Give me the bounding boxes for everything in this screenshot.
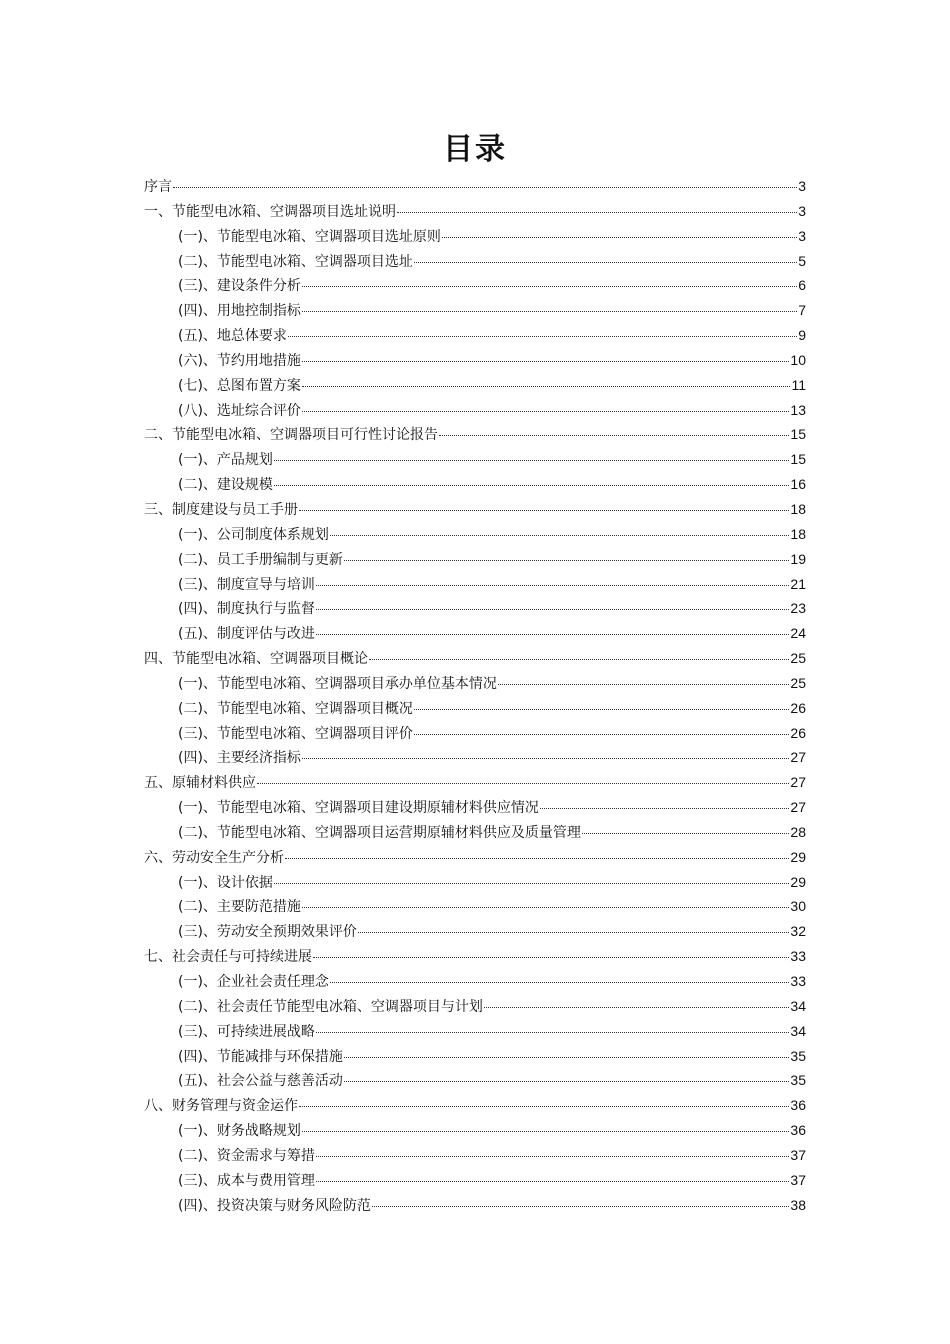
toc-section-entry[interactable] xyxy=(144,1193,806,1218)
toc-dot-leader xyxy=(302,311,797,312)
toc-dot-leader xyxy=(414,262,797,263)
toc-dot-leader xyxy=(344,1057,789,1058)
toc-page-number: 19 xyxy=(790,550,806,567)
toc-entry-text: (四)、节能减排与环保措施 xyxy=(178,1048,343,1065)
toc-entry-text: (二)、员工手册编制与更新 xyxy=(178,551,343,568)
toc-entry-text: (一)、企业社会责任理念 xyxy=(178,974,329,990)
toc-page-number: 25 xyxy=(790,650,806,667)
toc-page-number: 34 xyxy=(790,1022,806,1039)
toc-entry-text: (一)、产品规划 xyxy=(178,452,273,469)
toc-section-entry[interactable] xyxy=(144,1019,806,1044)
toc-dot-leader xyxy=(274,883,789,884)
toc-page-number: 33 xyxy=(790,973,806,989)
toc-dot-leader xyxy=(257,783,789,784)
toc-section-entry[interactable] xyxy=(144,1044,806,1069)
toc-entry-text: (三)、节能型电冰箱、空调器项目评价 xyxy=(178,725,413,742)
toc-section-entry[interactable] xyxy=(144,373,806,398)
toc-entry-text: 五、原辅材料供应 xyxy=(144,775,256,792)
toc-section-entry[interactable] xyxy=(144,621,806,646)
toc-page-number: 30 xyxy=(790,898,806,915)
toc-entry-text: 八、财务管理与资金运作 xyxy=(144,1098,298,1115)
toc-entry-text: (五)、地总体要求 xyxy=(178,328,287,345)
toc-section-entry[interactable] xyxy=(144,323,806,348)
toc-dot-leader xyxy=(316,1181,789,1182)
toc-entry-text: (二)、节能型电冰箱、空调器项目选址 xyxy=(178,253,413,270)
toc-page-number: 28 xyxy=(790,823,806,840)
toc-dot-leader xyxy=(316,1156,789,1157)
toc-section-entry[interactable] xyxy=(144,696,806,721)
toc-entry-text: 二、节能型电冰箱、空调器项目可行性讨论报告 xyxy=(144,427,438,444)
toc-entry-text: 六、劳动安全生产分析 xyxy=(144,849,284,866)
toc-dot-leader xyxy=(299,1106,789,1107)
toc-entry-text: (四)、制度执行与监督 xyxy=(178,601,315,618)
toc-dot-leader xyxy=(302,361,789,362)
toc-dot-leader xyxy=(372,1206,789,1207)
toc-page-number: 7 xyxy=(798,302,806,319)
toc-section-entry[interactable] xyxy=(144,596,806,621)
toc-page-number: 5 xyxy=(798,252,806,269)
toc-dot-leader xyxy=(582,833,789,834)
toc-entry-text: (八)、选址综合评价 xyxy=(178,402,301,419)
toc-dot-leader xyxy=(313,957,789,958)
toc-section-entry[interactable] xyxy=(144,820,806,845)
toc-dot-leader xyxy=(274,460,789,461)
toc-dot-leader xyxy=(316,585,789,586)
toc-chapter-entry[interactable] xyxy=(144,944,806,969)
toc-page-number: 36 xyxy=(790,1097,806,1114)
toc-page-number: 37 xyxy=(790,1171,806,1188)
toc-chapter-entry[interactable] xyxy=(144,1093,806,1118)
toc-section-entry[interactable] xyxy=(144,398,806,423)
toc-dot-leader xyxy=(302,758,789,759)
toc-entry-text: (五)、制度评估与改进 xyxy=(178,626,315,643)
toc-page-number: 29 xyxy=(790,873,806,890)
toc-page-number: 3 xyxy=(798,178,806,194)
toc-entry-text: 一、节能型电冰箱、空调器项目选址说明 xyxy=(144,203,396,220)
toc-page-number: 27 xyxy=(790,749,806,766)
toc-entry-text: 序言 xyxy=(144,179,172,195)
toc-page-number: 26 xyxy=(790,699,806,716)
toc-section-entry[interactable] xyxy=(144,870,806,895)
toc-entry-text: (四)、投资决策与财务风险防范 xyxy=(178,1197,371,1214)
toc-section-entry[interactable] xyxy=(144,472,806,497)
toc-page-number: 3 xyxy=(798,202,806,219)
toc-section-entry[interactable] xyxy=(144,224,806,249)
toc-chapter-entry[interactable] xyxy=(144,497,806,522)
toc-page-number: 27 xyxy=(790,774,806,791)
toc-dot-leader xyxy=(540,808,789,809)
toc-dot-leader xyxy=(344,1081,789,1082)
toc-entry-text: (二)、建设规模 xyxy=(178,477,273,494)
toc-page-number: 35 xyxy=(790,1072,806,1089)
toc-dot-leader xyxy=(344,560,789,561)
toc-chapter-entry[interactable] xyxy=(144,199,806,224)
toc-section-entry[interactable] xyxy=(144,572,806,597)
toc-dot-leader xyxy=(330,982,789,983)
toc-page-number: 36 xyxy=(790,1122,806,1139)
toc-entry-text: (四)、用地控制指标 xyxy=(178,303,301,320)
toc-page-number: 32 xyxy=(790,923,806,940)
toc-page-number: 9 xyxy=(798,327,806,344)
toc-page-number: 3 xyxy=(798,227,806,244)
toc-dot-leader xyxy=(302,286,797,287)
toc-entry-text: (七)、总图布置方案 xyxy=(178,377,301,394)
toc-page-number: 15 xyxy=(790,451,806,468)
toc-section-entry[interactable] xyxy=(144,671,806,696)
toc-page-number: 15 xyxy=(790,426,806,443)
toc-dot-leader xyxy=(397,212,797,213)
toc-dot-leader xyxy=(299,510,789,511)
toc-section-entry[interactable] xyxy=(144,994,806,1019)
toc-page-number: 29 xyxy=(790,848,806,865)
toc-page-number: 24 xyxy=(790,625,806,642)
toc-section-entry[interactable] xyxy=(144,1068,806,1093)
toc-entry-text: (一)、节能型电冰箱、空调器项目建设期原辅材料供应情况 xyxy=(178,800,539,817)
toc-section-entry[interactable] xyxy=(144,298,806,323)
toc-dot-leader xyxy=(173,187,797,188)
toc-entry-text: (三)、制度宣导与培训 xyxy=(178,576,315,593)
toc-chapter-entry[interactable] xyxy=(144,845,806,870)
toc-page-number: 35 xyxy=(790,1047,806,1064)
toc-section-entry[interactable] xyxy=(144,547,806,572)
toc-entry-text: 四、节能型电冰箱、空调器项目概论 xyxy=(144,651,368,668)
toc-dot-leader xyxy=(414,709,789,710)
toc-dot-leader xyxy=(330,535,789,536)
toc-chapter-entry[interactable] xyxy=(144,646,806,671)
toc-entry-text: (一)、设计依据 xyxy=(178,874,273,891)
toc-entry-text: (二)、节能型电冰箱、空调器项目概况 xyxy=(178,700,413,717)
toc-entry-text: (一)、节能型电冰箱、空调器项目选址原则 xyxy=(178,228,441,245)
toc-page-number: 27 xyxy=(790,799,806,816)
toc-entry-text: (一)、财务战略规划 xyxy=(178,1123,301,1140)
toc-chapter-entry[interactable] xyxy=(144,770,806,795)
toc-dot-leader xyxy=(274,485,789,486)
toc-dot-leader xyxy=(285,858,789,859)
toc-dot-leader xyxy=(439,435,789,436)
toc-section-entry[interactable] xyxy=(144,1168,806,1193)
toc-dot-leader xyxy=(302,907,789,908)
toc-entry-text: (二)、资金需求与筹措 xyxy=(178,1147,315,1164)
toc-page-number: 23 xyxy=(790,600,806,617)
toc-list xyxy=(144,174,806,1217)
toc-page-number: 18 xyxy=(790,525,806,542)
toc-dot-leader xyxy=(442,237,797,238)
toc-entry-text: 三、制度建设与员工手册 xyxy=(144,501,298,518)
toc-page-number: 34 xyxy=(790,997,806,1014)
toc-entry-text: (一)、节能型电冰箱、空调器项目承办单位基本情况 xyxy=(178,675,497,692)
toc-dot-leader xyxy=(358,932,789,933)
toc-dot-leader xyxy=(498,684,789,685)
toc-page-number: 25 xyxy=(790,674,806,691)
toc-dot-leader xyxy=(484,1007,789,1008)
toc-page-number: 33 xyxy=(790,948,806,965)
toc-dot-leader xyxy=(302,1131,789,1132)
toc-section-entry[interactable] xyxy=(144,919,806,944)
toc-chapter-entry[interactable] xyxy=(144,174,806,199)
toc-dot-leader xyxy=(369,659,789,660)
toc-section-entry[interactable] xyxy=(144,894,806,919)
toc-page-number: 26 xyxy=(790,724,806,741)
toc-entry-text: (二)、主要防范措施 xyxy=(178,899,301,916)
toc-page-number: 37 xyxy=(790,1146,806,1163)
toc-page-number: 13 xyxy=(790,401,806,418)
toc-section-entry[interactable] xyxy=(144,745,806,770)
toc-page-number: 16 xyxy=(790,476,806,493)
toc-dot-leader xyxy=(316,1032,789,1033)
toc-section-entry[interactable] xyxy=(144,522,806,547)
toc-dot-leader xyxy=(316,609,789,610)
toc-entry-text: (一)、公司制度体系规划 xyxy=(178,526,329,543)
toc-entry-text: (三)、建设条件分析 xyxy=(178,278,301,295)
toc-entry-text: (三)、可持续进展战略 xyxy=(178,1023,315,1040)
toc-entry-text: (四)、主要经济指标 xyxy=(178,750,301,767)
toc-chapter-entry[interactable] xyxy=(144,422,806,447)
toc-dot-leader xyxy=(414,734,789,735)
toc-section-entry[interactable] xyxy=(144,795,806,820)
toc-page-number: 21 xyxy=(790,575,806,592)
toc-entry-text: (六)、节约用地措施 xyxy=(178,352,301,369)
toc-dot-leader xyxy=(316,634,789,635)
toc-section-entry[interactable] xyxy=(144,1118,806,1143)
toc-section-entry[interactable] xyxy=(144,721,806,746)
toc-entry-text: (二)、节能型电冰箱、空调器项目运营期原辅材料供应及质量管理 xyxy=(178,824,581,841)
toc-page-number: 6 xyxy=(798,277,806,294)
toc-section-entry[interactable] xyxy=(144,447,806,472)
toc-section-entry[interactable] xyxy=(144,273,806,298)
toc-dot-leader xyxy=(288,336,797,337)
toc-entry-text: (五)、社会公益与慈善活动 xyxy=(178,1073,343,1090)
toc-title: 目录 xyxy=(443,132,507,167)
toc-entry-text: (三)、劳动安全预期效果评价 xyxy=(178,924,357,941)
toc-entry-text: 七、社会责任与可持续进展 xyxy=(144,949,312,966)
toc-section-entry[interactable] xyxy=(144,348,806,373)
toc-section-entry[interactable] xyxy=(144,969,806,994)
toc-entry-text: (二)、社会责任节能型电冰箱、空调器项目与计划 xyxy=(178,998,483,1015)
toc-page-number: 18 xyxy=(790,500,806,517)
toc-dot-leader xyxy=(302,386,791,387)
toc-section-entry[interactable] xyxy=(144,1143,806,1168)
toc-page-number: 38 xyxy=(790,1196,806,1213)
toc-page-number: 10 xyxy=(790,351,806,368)
toc-section-entry[interactable] xyxy=(144,249,806,274)
toc-dot-leader xyxy=(302,411,789,412)
toc-entry-text: (三)、成本与费用管理 xyxy=(178,1172,315,1189)
toc-page-number: 11 xyxy=(791,376,806,393)
